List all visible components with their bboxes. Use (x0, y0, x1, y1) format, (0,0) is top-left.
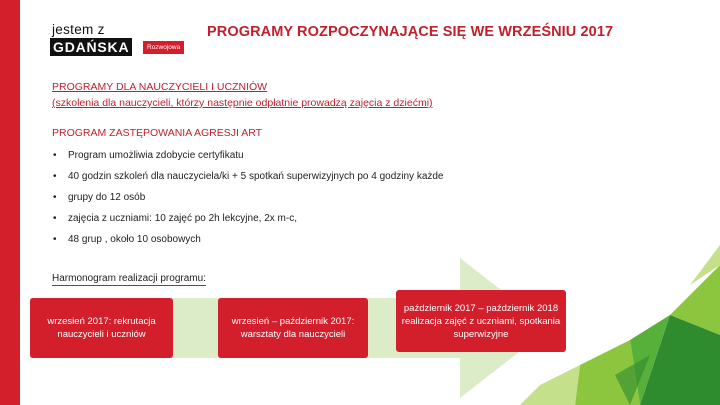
decorative-polygon-graphic (520, 245, 720, 405)
logo (20, 22, 181, 64)
logo-text-line2: GDAŃSKA (50, 38, 132, 56)
harmonogram-label: Harmonogram realizacji programu: (52, 273, 206, 284)
timeline-step-recruitment: wrzesień 2017: rekrutacja nauczycieli i uczniów (30, 298, 173, 358)
section-title: PROGRAMY DLA NAUCZYCIELI I UCZNIÓW (52, 81, 268, 93)
bullet-item (52, 169, 444, 190)
bullet-icon: • (53, 234, 57, 245)
bullet-list (52, 148, 444, 253)
bullet-item (52, 190, 444, 211)
logo-tagline: Rozwojowa się (143, 41, 184, 54)
program-title: PROGRAM ZASTĘPOWANIA AGRESJI ART (52, 127, 263, 139)
bullet-text: 48 grup , około 10 osobowych (68, 234, 201, 245)
bullet-item (52, 148, 444, 169)
bullet-icon: • (53, 192, 57, 203)
page-title: PROGRAMY ROZPOCZYNAJĄCE SIĘ WE WRZEŚNIU 2017 (207, 24, 614, 40)
bullet-icon: • (53, 171, 57, 182)
bullet-icon: • (53, 213, 57, 224)
gdansk-crest-icon (23, 23, 43, 57)
bullet-text: Program umożliwia zdobycie certyfikatu (68, 150, 244, 161)
left-accent-bar (0, 0, 20, 405)
section-subtitle: (szkolenia dla nauczycieli, którzy następnie odpłatnie prowadzą zajęcia z dziećmi) (52, 97, 433, 109)
bullet-text: zajęcia z uczniami: 10 zajęć po 2h lekcyjne, 2x m-c, (68, 213, 297, 224)
bullet-item (52, 211, 444, 232)
bullet-text: 40 godzin szkoleń dla nauczyciela/ki + 5 spotkań superwizyjnych po 4 godziny każde (68, 171, 444, 182)
bullet-icon: • (53, 150, 57, 161)
bullet-item (52, 232, 444, 253)
timeline-step-classes: październik 2017 – październik 2018 realizacja zajęć z uczniami, spotkania superwizyjne (396, 290, 566, 352)
bullet-text: grupy do 12 osób (68, 192, 146, 203)
logo-text-line1: jestem z (52, 22, 105, 37)
timeline-step-workshops: wrzesień – październik 2017: warsztaty dla nauczycieli (218, 298, 368, 358)
